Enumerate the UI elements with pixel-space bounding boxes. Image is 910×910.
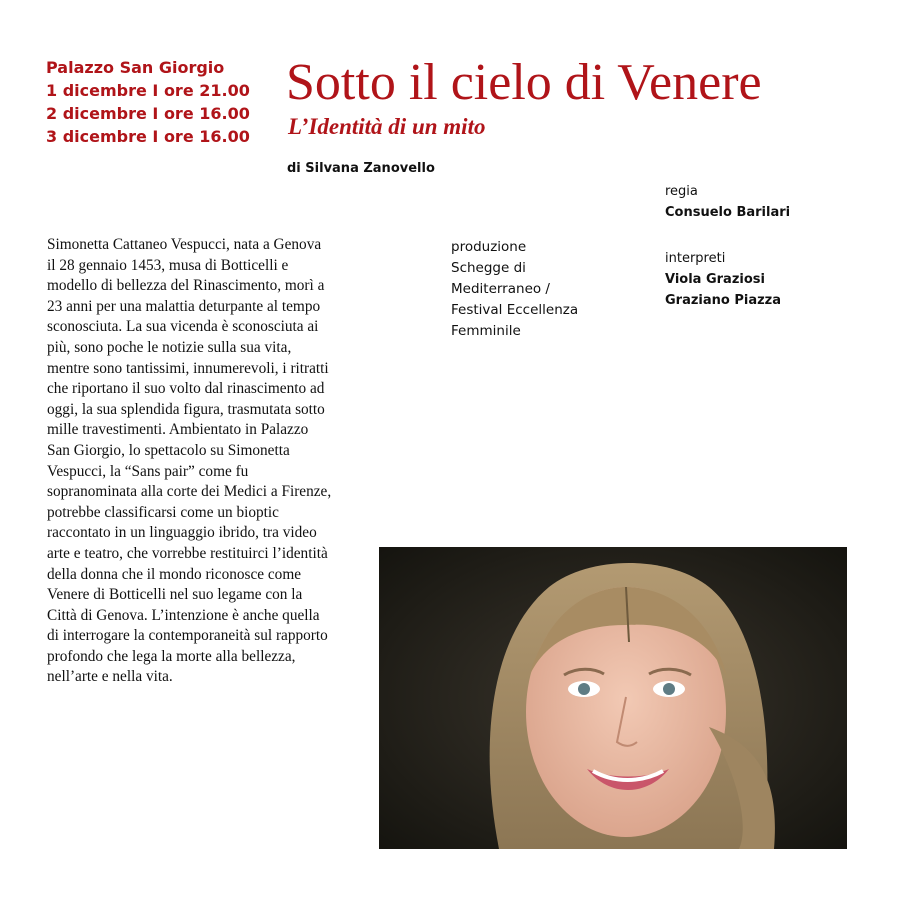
portrait-photo xyxy=(379,547,847,849)
page-subtitle: L’Identità di un mito xyxy=(288,114,486,139)
interpreti-block xyxy=(665,248,781,311)
regia-block xyxy=(665,181,790,223)
regia-label: regia xyxy=(665,184,698,199)
venue-place: Palazzo San Giorgio xyxy=(46,58,225,77)
venue-date-3: 3 dicembre I ore 16.00 xyxy=(46,127,250,146)
author-credit: di Silvana Zanovello xyxy=(287,161,435,176)
venue-date-1: 1 dicembre I ore 21.00 xyxy=(46,81,250,100)
venue-date-2: 2 dicembre I ore 16.00 xyxy=(46,104,250,123)
produzione-label: produzione xyxy=(451,239,527,255)
venue-block xyxy=(46,56,250,148)
produzione-value: Schegge di Mediterraneo / Festival Eccellenza Femminile xyxy=(451,260,579,339)
regia-name: Consuelo Barilari xyxy=(665,205,791,220)
interprete-1: Viola Graziosi xyxy=(665,272,765,287)
portrait-illustration xyxy=(379,547,847,849)
interpreti-label: interpreti xyxy=(665,251,726,266)
description-text: Simonetta Cattaneo Vespucci, nata a Genova il 28 gennaio 1453, musa di Botticelli e modello di bellezza del Rinascimento, morì a 23 anni per una malattia deturpante al tempo sconosciuta. La sua vicenda è sconosciuta ai più, sono poche le notizie sulla sua vita, mentre sono tantissimi, innumerevoli, i ritratti che riportano il suo volto dal rinascimento ad oggi, la sua splendida figura, trasmutata sotto mille travestimenti. Ambientato in Palazzo San Giorgio, lo spettacolo su Simonetta Vespucci, la “Sans pair” come fu sopranominata alla corte dei Medici a Firenze, potrebbe classificarsi come un bioptic raccontato in un linguaggio ibrido, tra video arte e teatro, che vorrebbe restituirci l’identità della donna che il mondo riconosce come Venere di Botticelli nel suo legame con la Città di Genova. L’intenzione è anche quella di interrogare la contemporaneità sul rapporto profondo che lega la morte alla bellezza, nell’arte e nella vita. xyxy=(47,236,332,686)
interprete-2: Graziano Piazza xyxy=(665,293,782,308)
page-title: Sotto il cielo di Venere xyxy=(286,54,762,111)
produzione-block xyxy=(451,237,601,342)
